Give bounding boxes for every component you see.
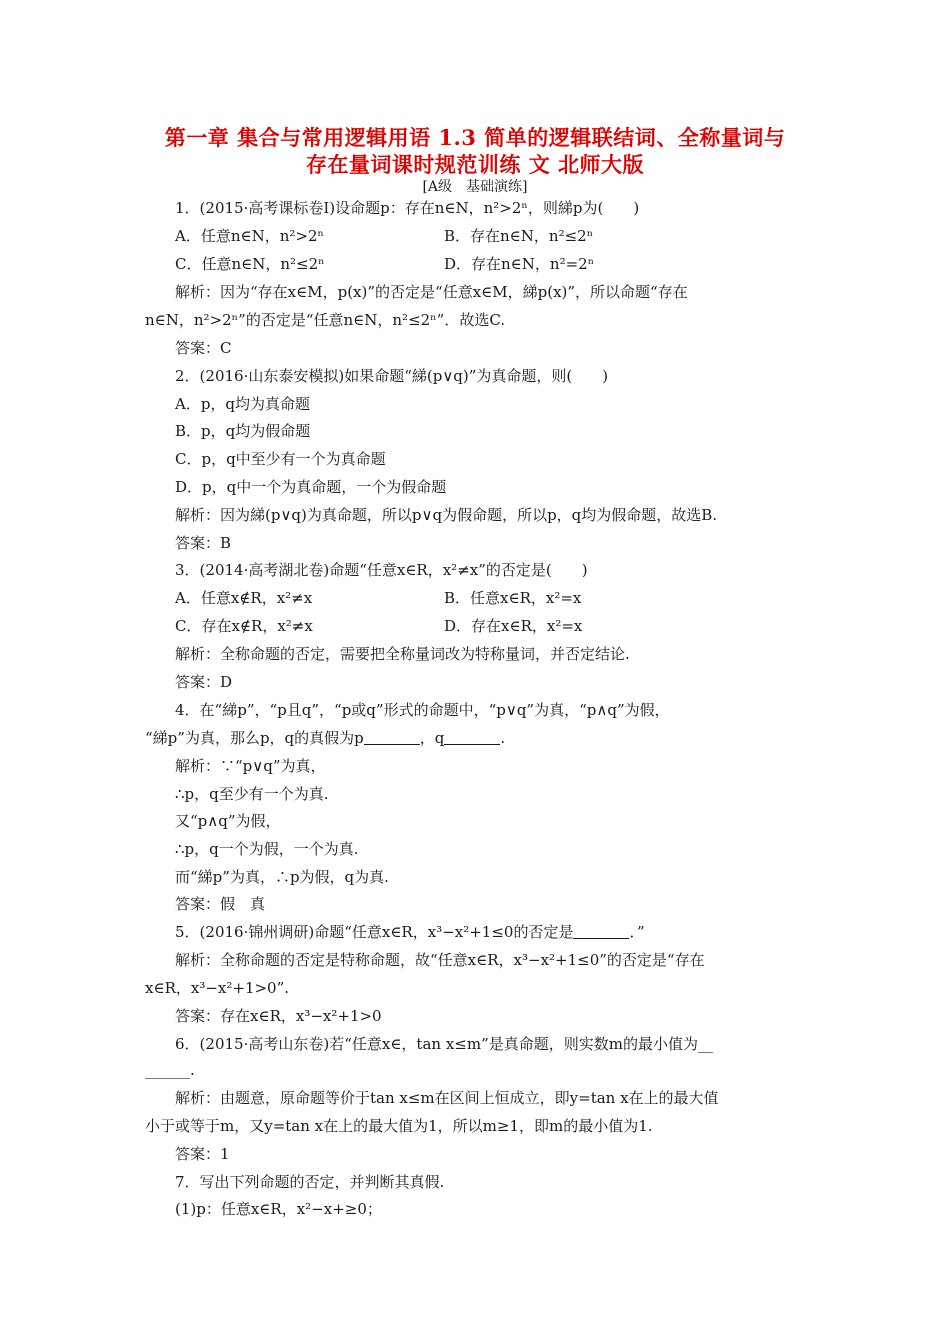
question-4-text-b: ，q [419,729,445,747]
question-2-option-a: A．p，q均为真命题 [175,395,311,413]
answer-blank-q [444,730,500,745]
question-6-answer: 答案：1 [175,1145,230,1163]
section-label: [A级 基础演练] [422,179,528,195]
question-2-option-b: B．p，q均为假命题 [175,422,311,440]
question-2-analysis: 解析：因为綈(p∨q)为真命题，所以p∨q为假命题，所以p，q均为假命题，故选B. [175,506,718,524]
question-6-analysis-cont: 小于或等于m，又y=tan x在上的最大值为1，所以m≥1，即m的最小值为1. [145,1117,653,1135]
document-title-line-2: 存在量词课时规范训练 文 北师大版 [305,152,645,177]
question-5-stem [175,922,645,942]
question-7-part-1: (1)p：任意x∈R，x²−x+≥0； [175,1200,382,1218]
question-4-analysis-5: 而“綈p”为真，∴p为假，q为真. [175,868,389,886]
question-1-option-d: D．存在n∈N，n²=2ⁿ [444,255,595,273]
question-3-option-c: C．存在x∉R，x²≠x [175,617,313,635]
question-4-analysis-3: 又“p∧q”为假， [175,812,281,830]
question-4-text-c: . [500,729,506,747]
question-6-analysis: 解析：由题意，原命题等价于tan x≤m在区间上恒成立，即y=tan x在上的最大值 [175,1089,719,1107]
question-4-answer: 答案：假 真 [175,895,266,913]
question-3-option-d: D．存在x∈R，x²=x [444,617,583,635]
question-5-analysis-cont: x∈R，x³−x²+1>0”. [145,979,290,997]
question-1-stem: 1．(2015·高考课标卷Ⅰ)设命题p：存在n∈N，n²>2ⁿ，则綈p为( ) [175,199,640,217]
question-1-analysis: 解析：因为“存在x∈M，p(x)”的否定是“任意x∈M，綈p(x)”，所以命题“存在 [175,283,688,301]
question-1-option-c: C．任意n∈N，n²≤2ⁿ [175,255,325,273]
question-5-analysis: 解析：全称命题的否定是特称命题，故“任意x∈R，x³−x²+1≤0”的否定是“存在 [175,951,705,969]
question-1-option-a: A．任意n∈N，n²>2ⁿ [175,227,324,245]
question-4-analysis: 解析：∵“p∨q”为真， [175,757,326,775]
question-4-analysis-4: ∴p，q一个为假，一个为真. [175,840,359,858]
question-2-answer: 答案：B [175,534,232,552]
question-2-stem: 2．(2016·山东泰安模拟)如果命题“綈(p∨q)”为真命题，则( ) [175,367,609,385]
question-3-option-a: A．任意x∉R，x²≠x [175,589,313,607]
question-6-stem-cont: ______. [145,1061,195,1079]
question-3-answer: 答案：D [175,673,233,691]
question-2-option-d: D．p，q中一个为真命题，一个为假命题 [175,478,447,496]
question-5-text-b: ．” [629,923,645,941]
question-3-analysis: 解析：全称命题的否定，需要把全称量词改为特称量词，并否定结论. [175,645,630,663]
question-4-stem-cont [145,728,505,748]
question-3-stem: 3．(2014·高考湖北卷)命题“任意x∈R，x²≠x”的否定是( ) [175,561,588,579]
question-6-stem: 6．(2015·高考山东卷)若“任意x∈，tan x≤m”是真命题，则实数m的最小值为__ [175,1035,713,1053]
question-5-text-a: 5．(2016·锦州调研)命题“任意x∈R，x³−x²+1≤0的否定是 [175,923,574,941]
answer-blank-5 [573,924,629,939]
question-4-stem: 4．在“綈p”，“p且q”，“p或q”形式的命题中，“p∨q”为真，“p∧q”为假， [175,701,670,719]
question-1-option-b: B．存在n∈N，n²≤2ⁿ [444,227,594,245]
question-3-option-b: B．任意x∈R，x²=x [444,589,582,607]
question-5-answer: 答案：存在x∈R，x³−x²+1>0 [175,1007,382,1025]
question-4-text-a: “綈p”为真，那么p，q的真假为p [145,729,364,747]
question-1-analysis-cont: n∈N，n²>2ⁿ”的否定是“任意n∈N，n²≤2ⁿ”．故选C. [145,311,506,329]
document-title-line-1: 第一章 集合与常用逻辑用语 1.3 简单的逻辑联结词、全称量词与 [164,125,786,150]
question-4-analysis-2: ∴p，q至少有一个为真. [175,785,329,803]
question-2-option-c: C．p，q中至少有一个为真命题 [175,450,386,468]
question-1-answer: 答案：C [175,339,232,357]
question-7-stem: 7．写出下列命题的否定，并判断其真假. [175,1173,445,1191]
answer-blank-p [364,730,420,745]
